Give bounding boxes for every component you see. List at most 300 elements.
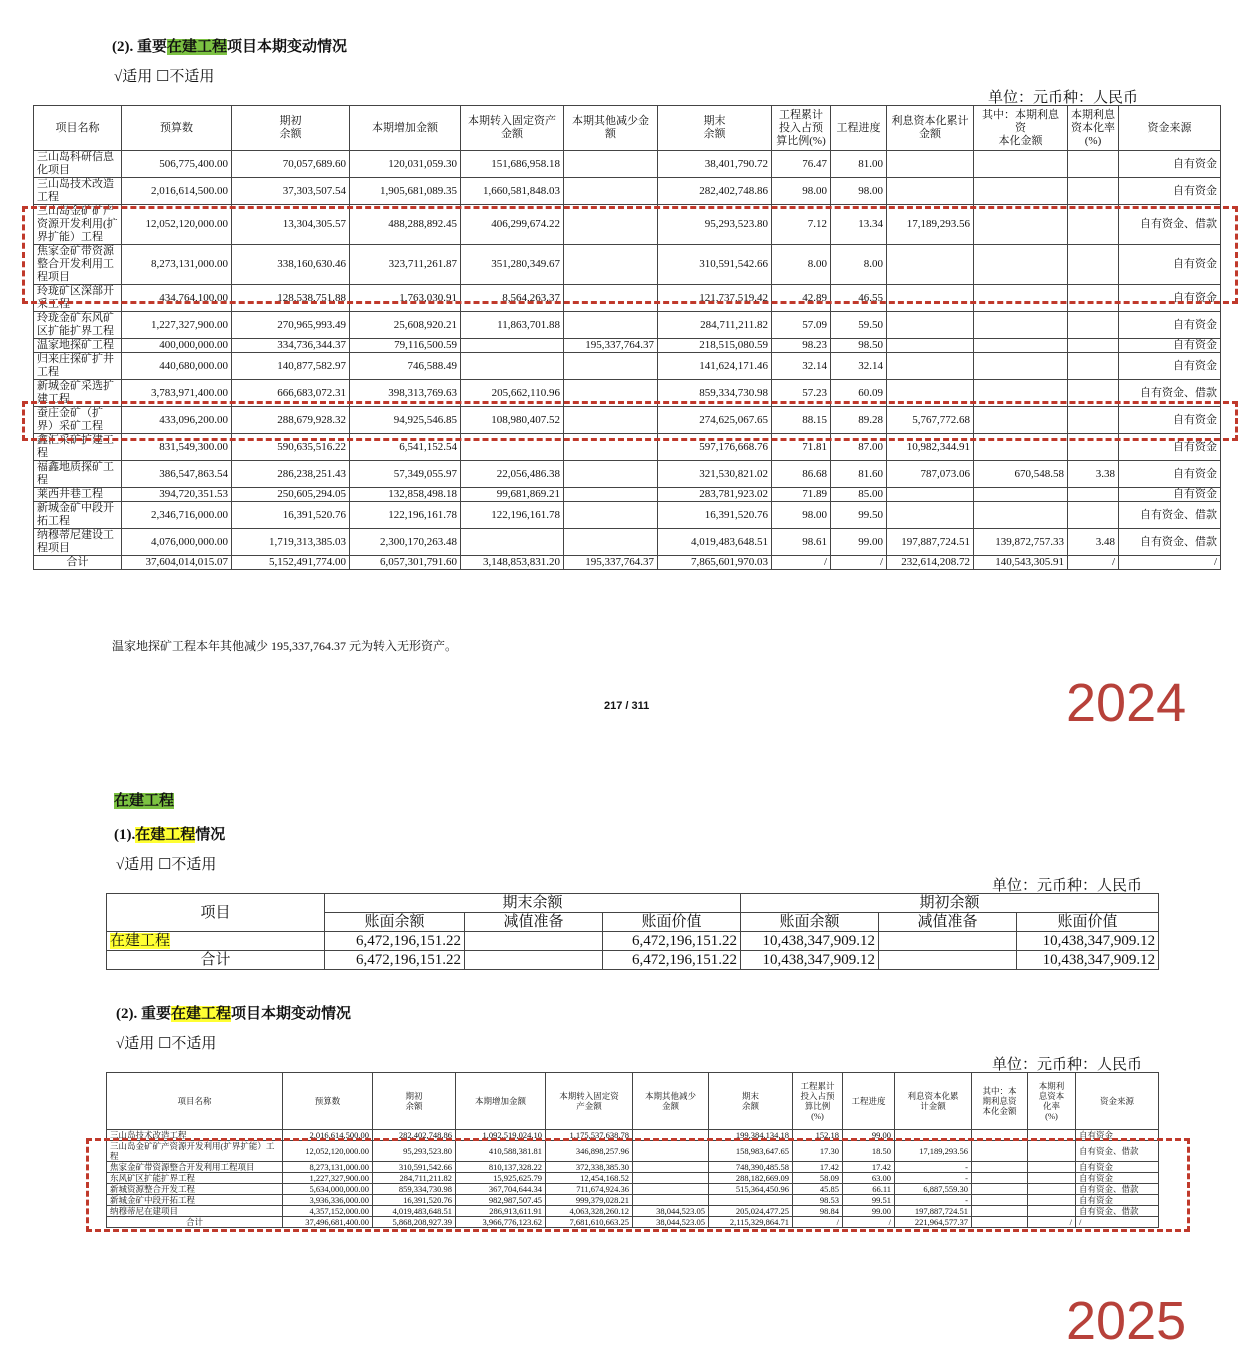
cell — [1068, 312, 1119, 339]
column-header: 本期其他减少 金额 — [633, 1073, 709, 1130]
col-item: 项目 — [107, 894, 325, 932]
cell: 711,674,924.36 — [546, 1184, 633, 1195]
cell: 99.00 — [843, 1206, 895, 1217]
cell: 433,096,200.00 — [122, 407, 232, 434]
cell — [879, 932, 1017, 951]
cell: - — [895, 1162, 972, 1173]
cell: 197,887,724.51 — [895, 1206, 972, 1217]
cell: / — [772, 556, 831, 570]
cell: 94,925,546.85 — [350, 407, 461, 434]
cell: 3,148,853,831.20 — [461, 556, 564, 570]
cell: 197,887,724.51 — [887, 529, 974, 556]
cell — [564, 502, 658, 529]
cell: 859,334,730.98 — [373, 1184, 456, 1195]
cell: 488,288,892.45 — [350, 205, 461, 245]
cell — [461, 339, 564, 353]
cell: 152.18 — [793, 1130, 843, 1141]
cell: 76.47 — [772, 151, 831, 178]
cell: 85.00 — [831, 488, 887, 502]
cell: 288,182,669.09 — [709, 1173, 793, 1184]
cell: - — [895, 1195, 972, 1206]
cell — [461, 529, 564, 556]
cell: 140,543,305.91 — [974, 556, 1068, 570]
cell: 98.23 — [772, 339, 831, 353]
cell: 自有资金、借款 — [1076, 1141, 1159, 1162]
cell — [465, 951, 603, 970]
cell: 自有资金 — [1076, 1130, 1159, 1141]
cell: 87.00 — [831, 434, 887, 461]
sub-col: 减值准备 — [465, 913, 603, 932]
project-name-cell: 三山岛技术改造工程 — [107, 1130, 283, 1141]
cell: 16,391,520.76 — [658, 502, 772, 529]
cell — [974, 353, 1068, 380]
project-name-cell: 温家地探矿工程 — [34, 339, 122, 353]
cell: 17.42 — [793, 1162, 843, 1173]
cell — [887, 178, 974, 205]
cell: 8.00 — [831, 245, 887, 285]
cell: 288,679,928.32 — [232, 407, 350, 434]
cell: 95,293,523.80 — [658, 205, 772, 245]
cell: 59.50 — [831, 312, 887, 339]
cell: 22,056,486.38 — [461, 461, 564, 488]
cell: 57.09 — [772, 312, 831, 339]
cell — [879, 951, 1017, 970]
cell: 12,052,120,000.00 — [283, 1141, 373, 1162]
project-name-cell: 归来庄探矿扩井工程 — [34, 353, 122, 380]
cell: / — [1076, 1217, 1159, 1228]
table-row — [34, 151, 1221, 178]
subheading-2-2025 — [116, 1002, 351, 1023]
cell: 自有资金、借款 — [1119, 529, 1221, 556]
cell: 11,863,701.88 — [461, 312, 564, 339]
cell: 8,564,263.37 — [461, 285, 564, 312]
project-name-cell: 纳穆蒂尼建设工程项目 — [34, 529, 122, 556]
column-header: 预算数 — [283, 1073, 373, 1130]
cell: 10,438,347,909.12 — [1017, 951, 1159, 970]
cell: 232,614,208.72 — [887, 556, 974, 570]
cell: 12,052,120,000.00 — [122, 205, 232, 245]
cell: 2,115,329,864.71 — [709, 1217, 793, 1228]
project-name-cell: 新城资源整合开发工程 — [107, 1184, 283, 1195]
cell: 321,530,821.02 — [658, 461, 772, 488]
heading-2024 — [112, 35, 347, 56]
cell: 597,176,668.76 — [658, 434, 772, 461]
column-header: 工程进度 — [831, 106, 887, 151]
cell: 自有资金 — [1119, 434, 1221, 461]
cell: 286,913,611.91 — [456, 1206, 546, 1217]
cell: 120,031,059.30 — [350, 151, 461, 178]
cell: 346,898,257.96 — [546, 1141, 633, 1162]
project-name-cell: 三山岛金矿矿产资源开发利用(扩界扩能）工程 — [34, 205, 122, 245]
cell: 221,964,577.37 — [895, 1217, 972, 1228]
cell: 1,175,537,638.78 — [546, 1130, 633, 1141]
cell: 自有资金 — [1119, 312, 1221, 339]
sub-col: 账面价值 — [603, 913, 741, 932]
table-row — [34, 529, 1221, 556]
cell: - — [895, 1173, 972, 1184]
table-row — [107, 932, 1159, 951]
cell: 670,548.58 — [974, 461, 1068, 488]
cell — [564, 529, 658, 556]
subheading-1-2025 — [114, 823, 225, 844]
cell — [887, 312, 974, 339]
cell: 4,357,152,000.00 — [283, 1206, 373, 1217]
summary-table-2025 — [106, 893, 1159, 970]
cell: 70,057,689.60 — [232, 151, 350, 178]
cell — [974, 312, 1068, 339]
cell — [1068, 151, 1119, 178]
cell: 58.09 — [793, 1173, 843, 1184]
cell: / — [831, 556, 887, 570]
column-header: 期末 余额 — [709, 1073, 793, 1130]
cell — [887, 488, 974, 502]
cell: 38,044,523.05 — [633, 1217, 709, 1228]
cell: 自有资金、借款 — [1076, 1184, 1159, 1195]
cell: 286,238,251.43 — [232, 461, 350, 488]
cell: 1,092,519,024.10 — [456, 1130, 546, 1141]
cell: 自有资金 — [1119, 461, 1221, 488]
column-header: 期初 余额 — [232, 106, 350, 151]
cell: 自有资金 — [1119, 178, 1221, 205]
cell: 99.00 — [831, 529, 887, 556]
project-name-cell: 鑫汇采矿扩建工程 — [34, 434, 122, 461]
cell: 283,781,923.02 — [658, 488, 772, 502]
cell: 3,966,776,123.62 — [456, 1217, 546, 1228]
cell: 284,711,211.82 — [373, 1173, 456, 1184]
project-name-cell: 东风矿区扩能扩界工程 — [107, 1173, 283, 1184]
cell: 6,472,196,151.22 — [325, 932, 465, 951]
cell: 270,965,993.49 — [232, 312, 350, 339]
cell: 199,384,134.18 — [709, 1130, 793, 1141]
cell — [1068, 178, 1119, 205]
cell: 746,588.49 — [350, 353, 461, 380]
cell: 398,313,769.63 — [350, 380, 461, 407]
cell: 自有资金 — [1119, 488, 1221, 502]
cell: 10,982,344.91 — [887, 434, 974, 461]
cell: 自有资金 — [1119, 285, 1221, 312]
cell: 2,300,170,263.48 — [350, 529, 461, 556]
unit-1-2025: 单位：元币种：人民币 — [992, 878, 1143, 894]
cell — [887, 151, 974, 178]
cell: 81.00 — [831, 151, 887, 178]
table-row — [34, 178, 1221, 205]
column-header: 工程进度 — [843, 1073, 895, 1130]
project-name-cell: 福鑫地质探矿工程 — [34, 461, 122, 488]
cell: / — [793, 1217, 843, 1228]
applicable-2024: √适用 ☐不适用 — [114, 69, 215, 85]
table-row — [34, 312, 1221, 339]
cell: 4,063,328,260.12 — [546, 1206, 633, 1217]
cell: 自有资金、借款 — [1076, 1206, 1159, 1217]
cell: 406,299,674.22 — [461, 205, 564, 245]
cell: 37,496,681,400.00 — [283, 1217, 373, 1228]
cell: 205,024,477.25 — [709, 1206, 793, 1217]
column-header: 工程累计 投入占预 算比例 (%) — [793, 1073, 843, 1130]
year-label-2024: 2024 — [1066, 673, 1187, 733]
sub2-suffix: 项目本期变动情况 — [231, 1006, 352, 1022]
cell: 38,401,790.72 — [658, 151, 772, 178]
cell: 自有资金、借款 — [1119, 205, 1221, 245]
table-row — [34, 488, 1221, 502]
sub1-suffix: 情况 — [195, 827, 226, 843]
cell: 386,547,863.54 — [122, 461, 232, 488]
cell — [1068, 353, 1119, 380]
cell: 98.50 — [831, 339, 887, 353]
cell: 98.00 — [772, 178, 831, 205]
cell: 128,538,751.88 — [232, 285, 350, 312]
cell: 66.11 — [843, 1184, 895, 1195]
cell — [564, 353, 658, 380]
cell: 98.61 — [772, 529, 831, 556]
sub-col: 账面余额 — [741, 913, 879, 932]
cell — [1068, 488, 1119, 502]
project-name-cell: 焦家金矿带资源整合开发利用工程项目 — [34, 245, 122, 285]
cell: 8,273,131,000.00 — [283, 1162, 373, 1173]
footnote-2024: 温家地探矿工程本年其他减少 195,337,764.37 元为转入无形资产。 — [112, 639, 458, 653]
table-row — [34, 461, 1221, 488]
cell — [564, 312, 658, 339]
cell: 122,196,161.78 — [461, 502, 564, 529]
cell: 18.50 — [843, 1141, 895, 1162]
cell — [1068, 502, 1119, 529]
project-name-cell: 合计 — [34, 556, 122, 570]
highlight-box-2025 — [86, 1138, 1190, 1232]
cell: / — [1028, 1217, 1076, 1228]
cell: 17,189,293.56 — [895, 1141, 972, 1162]
cell: 6,472,196,151.22 — [603, 932, 741, 951]
column-header: 本期利息 资本化率 (%) — [1068, 106, 1119, 151]
cell: 6,472,196,151.22 — [325, 951, 465, 970]
cell: 440,680,000.00 — [122, 353, 232, 380]
cell: 6,472,196,151.22 — [603, 951, 741, 970]
cell: 37,303,507.54 — [232, 178, 350, 205]
cell: 5,868,208,927.39 — [373, 1217, 456, 1228]
cell: / — [843, 1217, 895, 1228]
cell: 98.84 — [793, 1206, 843, 1217]
cell — [887, 502, 974, 529]
table-row — [34, 502, 1221, 529]
applicable-2-2025: √适用 ☐不适用 — [116, 1036, 217, 1052]
cell: 748,390,485.58 — [709, 1162, 793, 1173]
highlight-box-sanshandao-jiaojia-2024 — [22, 206, 1238, 304]
cell: / — [1068, 556, 1119, 570]
cell: 37,604,014,015.07 — [122, 556, 232, 570]
cell: 141,624,171.46 — [658, 353, 772, 380]
cell: 6,541,152.54 — [350, 434, 461, 461]
applicable-1-2025: √适用 ☐不适用 — [116, 857, 217, 873]
sub-col: 账面价值 — [1017, 913, 1159, 932]
project-name-cell: 合计 — [107, 1217, 283, 1228]
cell: 79,116,500.59 — [350, 339, 461, 353]
column-header: 本期转入固定资产 金额 — [461, 106, 564, 151]
cell: 218,515,080.59 — [658, 339, 772, 353]
table-row — [34, 339, 1221, 353]
cell: 158,983,647.65 — [709, 1141, 793, 1162]
cell — [974, 502, 1068, 529]
row-label: 合计 — [107, 951, 325, 970]
cell: 13.34 — [831, 205, 887, 245]
cell: 1,763,030.91 — [350, 285, 461, 312]
cell: 2,016,614,500.00 — [283, 1130, 373, 1141]
cell: 394,720,351.53 — [122, 488, 232, 502]
cell: 99.50 — [831, 502, 887, 529]
cell: 1,227,327,900.00 — [122, 312, 232, 339]
sub1-highlight: 在建工程 — [135, 827, 196, 843]
cell: 810,137,328.22 — [456, 1162, 546, 1173]
cell: 17.30 — [793, 1141, 843, 1162]
cell: 205,662,110.96 — [461, 380, 564, 407]
cell: 351,280,349.67 — [461, 245, 564, 285]
cell: 57.23 — [772, 380, 831, 407]
cell: 999,379,028.21 — [546, 1195, 633, 1206]
cell: 自有资金 — [1076, 1195, 1159, 1206]
cell — [564, 151, 658, 178]
cell: 15,925,625.79 — [456, 1173, 546, 1184]
heading-highlight: 在建工程 — [167, 39, 228, 55]
cell: 4,019,483,648.51 — [658, 529, 772, 556]
row-label — [107, 932, 325, 951]
cell: 1,719,313,385.03 — [232, 529, 350, 556]
heading-suffix: 项目本期变动情况 — [227, 39, 348, 55]
cell: 323,711,261.87 — [350, 245, 461, 285]
cell: 5,767,772.68 — [887, 407, 974, 434]
cell — [974, 178, 1068, 205]
column-header: 资金来源 — [1076, 1073, 1159, 1130]
cell: 自有资金 — [1119, 353, 1221, 380]
cell: 45.85 — [793, 1184, 843, 1195]
cell: 121,737,519.42 — [658, 285, 772, 312]
cell — [564, 461, 658, 488]
cell: 859,334,730.98 — [658, 380, 772, 407]
cell: 86.68 — [772, 461, 831, 488]
column-header: 利息资本化累计 金额 — [887, 106, 974, 151]
cell: 99,681,869.21 — [461, 488, 564, 502]
column-header: 本期增加金额 — [456, 1073, 546, 1130]
cell: 自有资金、借款 — [1119, 380, 1221, 407]
cell: / — [1119, 556, 1221, 570]
cell: 63.00 — [843, 1173, 895, 1184]
cell: 71.81 — [772, 434, 831, 461]
cell: 95,293,523.80 — [373, 1141, 456, 1162]
column-header: 利息资本化累 计金额 — [895, 1073, 972, 1130]
cell: 71.89 — [772, 488, 831, 502]
cell: 16,391,520.76 — [232, 502, 350, 529]
cell: 81.60 — [831, 461, 887, 488]
column-header: 其中：本期利息资 本化金额 — [974, 106, 1068, 151]
cell: 195,337,764.37 — [564, 339, 658, 353]
cell: 12,454,168.52 — [546, 1173, 633, 1184]
cell: 7,865,601,970.03 — [658, 556, 772, 570]
cell: 310,591,542.66 — [658, 245, 772, 285]
table-2024 — [33, 105, 1221, 570]
cell: 310,591,542.66 — [373, 1162, 456, 1173]
cell: 98.00 — [772, 502, 831, 529]
cell: 831,549,300.00 — [122, 434, 232, 461]
cell: 13,304,305.57 — [232, 205, 350, 245]
project-name-cell: 莱西井巷工程 — [34, 488, 122, 502]
sub-col: 减值准备 — [879, 913, 1017, 932]
cell: 590,635,516.22 — [232, 434, 350, 461]
project-name-cell: 蚕庄金矿（扩界）采矿工程 — [34, 407, 122, 434]
cell: 自有资金、借款 — [1119, 502, 1221, 529]
cell: 10,438,347,909.12 — [741, 932, 879, 951]
cell — [564, 178, 658, 205]
project-name-cell: 玲珑矿区深部开采工程 — [34, 285, 122, 312]
cell: 自有资金 — [1119, 339, 1221, 353]
column-header: 期末 余额 — [658, 106, 772, 151]
cell: 434,764,100.00 — [122, 285, 232, 312]
cell: 自有资金 — [1119, 151, 1221, 178]
cell: 89.28 — [831, 407, 887, 434]
cell — [974, 339, 1068, 353]
heading-prefix: (2). 重要 — [112, 39, 167, 55]
cell: 42.89 — [772, 285, 831, 312]
cell — [1068, 339, 1119, 353]
project-name-cell: 三山岛科研信息化项目 — [34, 151, 122, 178]
cell: 666,683,072.31 — [232, 380, 350, 407]
cell: 自有资金 — [1119, 245, 1221, 285]
cell: 57,349,055.97 — [350, 461, 461, 488]
cell: 2,016,614,500.00 — [122, 178, 232, 205]
cell: 506,775,400.00 — [122, 151, 232, 178]
cell: 3.38 — [1068, 461, 1119, 488]
project-name-cell: 焦家金矿带资源整合开发利用工程项目 — [107, 1162, 283, 1173]
sub1-prefix: (1). — [114, 827, 136, 843]
cell: 3,936,336,000.00 — [283, 1195, 373, 1206]
cell: 7.12 — [772, 205, 831, 245]
unit-2024: 单位：元币种：人民币 — [988, 90, 1139, 106]
project-name-cell: 新城金矿中段开拓工程 — [34, 502, 122, 529]
cell: 46.55 — [831, 285, 887, 312]
unit-2-2025: 单位：元币种：人民币 — [992, 1057, 1143, 1073]
cell: 88.15 — [772, 407, 831, 434]
cell — [887, 339, 974, 353]
column-header: 期初 余额 — [373, 1073, 456, 1130]
cell: 自有资金 — [1076, 1162, 1159, 1173]
project-name-cell: 纳穆蒂尼在建项目 — [107, 1206, 283, 1217]
cell: 334,736,344.37 — [232, 339, 350, 353]
cell: 7,681,610,663.25 — [546, 1217, 633, 1228]
cell: 195,337,764.37 — [564, 556, 658, 570]
column-header: 本期利 息资本 化率 (%) — [1028, 1073, 1076, 1130]
cell: 1,227,327,900.00 — [283, 1173, 373, 1184]
project-name-cell: 新城金矿中段开拓工程 — [107, 1195, 283, 1206]
sub2-prefix: (2). 重要 — [116, 1006, 171, 1022]
cell: 98.53 — [793, 1195, 843, 1206]
cell: 10,438,347,909.12 — [741, 951, 879, 970]
cell: 99.51 — [843, 1195, 895, 1206]
cell: 5,634,000,000.00 — [283, 1184, 373, 1195]
project-name-cell: 三山岛技术改造工程 — [34, 178, 122, 205]
cell: 274,625,067.65 — [658, 407, 772, 434]
column-header: 资金来源 — [1119, 106, 1221, 151]
year-label-2025: 2025 — [1066, 1291, 1187, 1351]
sub2-highlight: 在建工程 — [171, 1006, 232, 1022]
cell — [887, 353, 974, 380]
cell: 自有资金 — [1076, 1173, 1159, 1184]
cell: 3,783,971,400.00 — [122, 380, 232, 407]
cell: 282,402,748.86 — [658, 178, 772, 205]
cell — [974, 151, 1068, 178]
cell: 3.48 — [1068, 529, 1119, 556]
cell: 410,588,381.81 — [456, 1141, 546, 1162]
cell: 17.42 — [843, 1162, 895, 1173]
cell: 2,346,716,000.00 — [122, 502, 232, 529]
cell: 25,608,920.21 — [350, 312, 461, 339]
project-name-cell: 新城金矿采选扩建工程 — [34, 380, 122, 407]
cell: 99.00 — [843, 1130, 895, 1141]
cell: 5,152,491,774.00 — [232, 556, 350, 570]
